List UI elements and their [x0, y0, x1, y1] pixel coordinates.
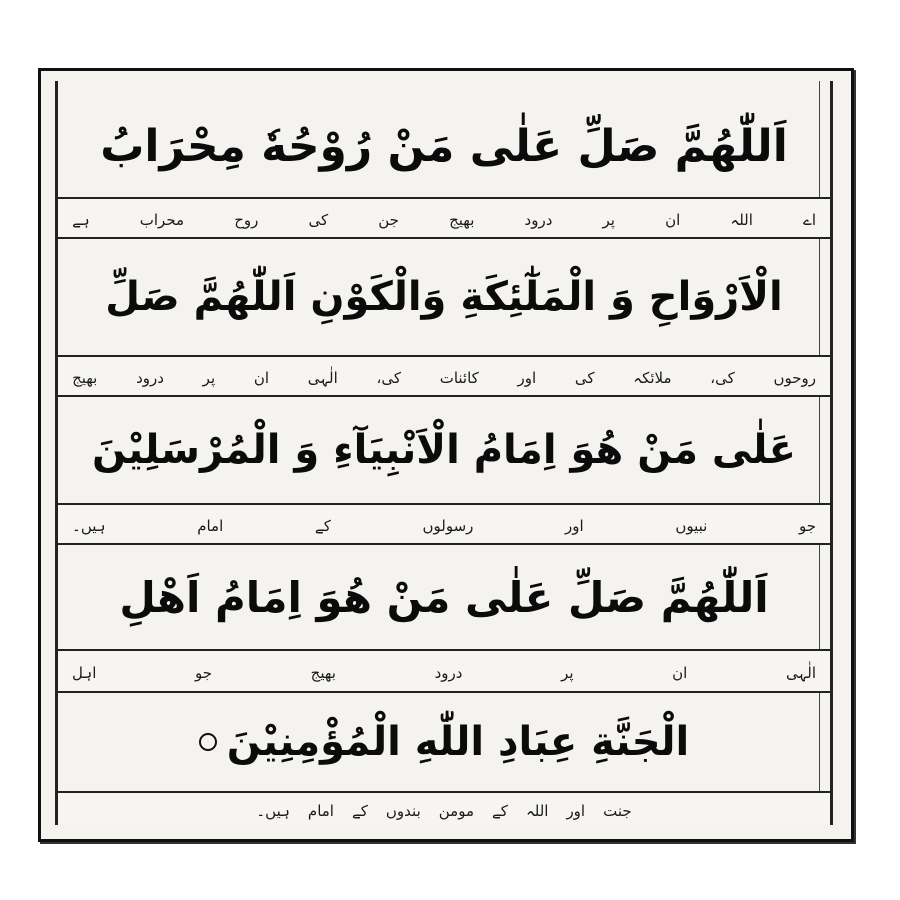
translation-word: پر — [202, 369, 216, 387]
translation-word: الٰہی — [785, 664, 816, 682]
arabic-line-3-text: عَلٰى مَنْ هُوَ اِمَامُ الْاَنْبِيَآءِ وَ الْمُرْسَلِيْنَ — [92, 427, 796, 473]
arabic-line-3 — [58, 397, 830, 505]
translation-word: اللہ — [525, 802, 549, 820]
scanned-page — [38, 68, 854, 842]
arabic-line-4-text: اَللّٰهُمَّ صَلِّ عَلٰى مَنْ هُوَ اِمَامُ اَهْلِ — [119, 572, 769, 622]
translation-word: جو — [195, 664, 213, 682]
translation-word: بندوں — [385, 802, 421, 820]
translation-word: پر — [561, 664, 574, 682]
text-frame — [55, 81, 833, 825]
translation-word: ہیں۔ — [72, 517, 106, 535]
translation-word: اور — [566, 802, 586, 820]
translation-word: جنت — [603, 802, 632, 820]
translation-word: مومن — [438, 802, 474, 820]
translation-word: امام — [197, 517, 224, 535]
translation-word: روح — [234, 211, 259, 229]
arabic-line-1-text: اَللّٰهُمَّ صَلِّ عَلٰى مَنْ رُوْحُهٗ مِحْرَابُ — [100, 120, 788, 172]
translation-word: ملائکہ — [633, 369, 672, 387]
arabic-line-5 — [58, 693, 830, 793]
translation-word: جن — [378, 211, 399, 229]
translation-word: درود — [434, 664, 463, 682]
translation-word: ہیں۔ — [256, 802, 290, 820]
translation-word: درود — [524, 211, 553, 229]
translation-word: جو — [798, 517, 816, 535]
arabic-line-2 — [58, 239, 830, 357]
translation-word: کے — [492, 802, 508, 820]
translation-word: محراب — [139, 211, 185, 229]
translation-word: اے — [803, 211, 816, 229]
translation-word: ہے — [72, 211, 90, 229]
translation-word: روحوں — [773, 369, 816, 387]
translation-word: کائنات — [439, 369, 479, 387]
translation-word: الٰہی — [307, 369, 338, 387]
translation-word: پر — [602, 211, 615, 229]
translation-word: کے — [351, 802, 368, 820]
translation-word: کی، — [710, 369, 735, 387]
translation-line-2 — [58, 357, 830, 397]
arabic-line-1 — [58, 95, 830, 199]
translation-word: رسولوں — [422, 517, 474, 535]
arabic-line-4 — [58, 545, 830, 651]
translation-word: ان — [253, 369, 270, 387]
translation-line-3 — [58, 505, 830, 545]
translation-word: اور — [565, 517, 584, 535]
translation-word: کی — [574, 369, 595, 387]
translation-word: بھیج — [72, 369, 98, 387]
verse-end-circle-icon — [199, 733, 217, 751]
arabic-line-5-text: الْجَنَّةِ عِبَادِ اللّٰهِ الْمُؤْمِنِيْنَ — [226, 719, 690, 765]
translation-line-4 — [58, 651, 830, 693]
translation-word: کی، — [376, 369, 401, 387]
arabic-line-2-text: الْاَرْوَاحِ وَ الْمَلٰٓئِكَةِ وَالْكَوْنِ اَللّٰهُمَّ صَلِّ — [105, 274, 783, 320]
translation-word: اللہ — [730, 211, 753, 229]
translation-word: ان — [665, 211, 681, 229]
translation-word: درود — [136, 369, 164, 387]
translation-word: بھیج — [310, 664, 336, 682]
translation-word: بھیج — [449, 211, 475, 229]
translation-line-5 — [58, 793, 830, 825]
translation-word: اور — [517, 369, 537, 387]
translation-line-1 — [58, 199, 830, 239]
translation-word: کے — [314, 517, 331, 535]
translation-word: کی — [308, 211, 329, 229]
translation-word: ان — [672, 664, 688, 682]
translation-word: نبیوں — [675, 517, 708, 535]
translation-word: امام — [307, 802, 334, 820]
translation-word: اہل — [72, 664, 97, 682]
